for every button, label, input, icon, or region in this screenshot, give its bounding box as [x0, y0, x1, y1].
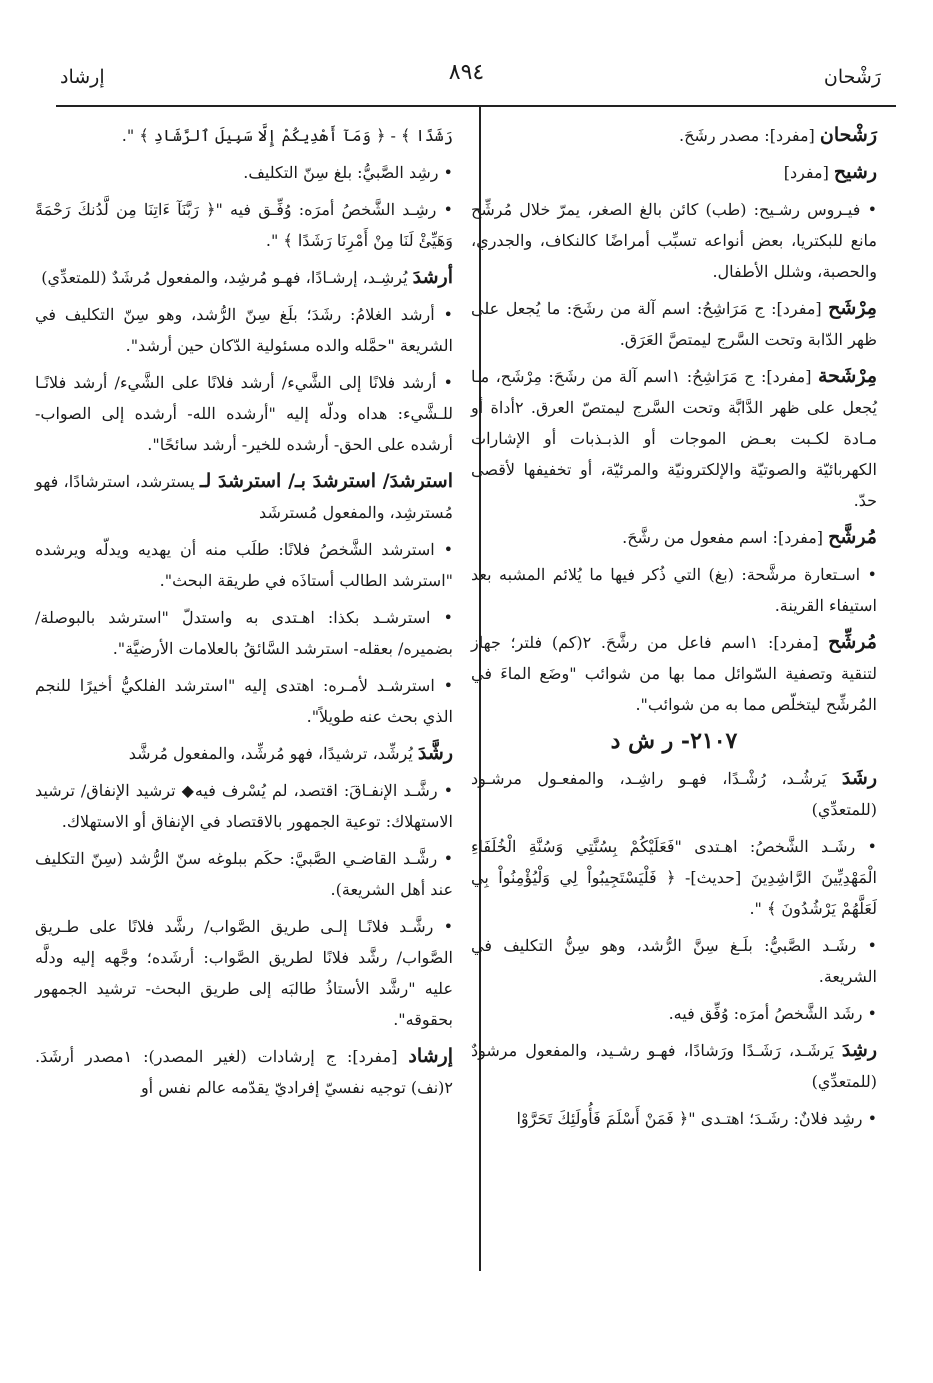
left-column	[35, 120, 453, 1109]
entry-headword: رشيح	[833, 161, 877, 183]
sense-paragraph: • رشَّـد القاضـي الصَّبيَّ: حكَم ببلوغه سنّ الرُّشد (سِنّ التكليف عند أهل الشريعة).	[35, 849, 453, 899]
dictionary-entry	[471, 293, 877, 355]
entry-definition: يُرشِّد، ترشيدًا، فهو مُرشِّد، والمفعول مُرشَّد	[128, 744, 418, 763]
dictionary-entry	[471, 1035, 877, 1097]
dictionary-entry	[35, 738, 453, 769]
entry-headword: استرشدَ/ استرشدَ بـ/ استرشدَ لـ	[199, 470, 453, 492]
entry-definition: [مفرد]: اسم مفعول من رشَّحَ.	[622, 528, 829, 547]
entry-headword: رشِدَ	[841, 1039, 877, 1061]
entry-headword: مِرْشَحة	[817, 365, 878, 387]
entry-headword: مُرشَّح	[828, 526, 877, 548]
entry-headword: رَشْحان	[819, 124, 877, 146]
sense-paragraph: • رشَّـد فلانًـا إلـى طريق الصَّواب/ رشَّد فلانًا على طـريق الصَّواب/ رشَّد فلانًا لطريق الصَّواب: أرشَده؛ وجَّهه إليه ودلَّه عليه "رشَّد الأستاذُ طالبَه إلى طريق البحث- ترشيد الجمهور بحقوقه".	[35, 917, 454, 1029]
dictionary-entry	[471, 157, 877, 188]
entry-definition: [مفرد]: ج إرشادات (لغير المصدر): ١مصدر أرشَدَ. ٢(نف) توجيه نفسيّ إفراديّ يقدّمه عالم نفس أو	[35, 1047, 453, 1097]
sense-paragraph: • فيـروس رشـيح: (طب) كائن بالغ الصغر، يمرّ خلال مُرشِّح مانع للبكتريا، بعض أنواعه تسبِّب أمراضًا كالنكاف، والجدري، والحصبة، وشلل الأطفال.	[471, 200, 877, 281]
dictionary-entry	[35, 466, 453, 528]
entry-headword: مِرْشَح	[828, 297, 877, 319]
dictionary-entry	[471, 763, 877, 825]
sense-paragraph: • رشَّـد الإنفـاقَ: اقتصد، لم يُسْرف فيه◆ ترشيد الإنفاق/ ترشيد الاستهلاك: توعية الجمهور بالاقتصاد في الإنفاق أو الاستهلاك.	[35, 781, 453, 831]
right-column	[471, 120, 877, 1140]
dictionary-entry	[471, 361, 877, 516]
dictionary-entry	[471, 627, 877, 720]
section-heading: ٢١٠٧- ر ش د	[610, 728, 738, 754]
entry-definition: يَرشُـد، رُشْـدًا، فهـو راشِـد، والمفعـول مرشـود (للمتعدِّي)	[471, 769, 877, 819]
sense-paragraph: • رشِد فلانٌ: رشَـدَ؛ اهتـدى "﴿ فَمَنْ أَسْلَمَ فَأُولَئِكَ تَحَرَّوْا	[516, 1109, 877, 1128]
sense-paragraph: • اسـتعارة مرشَّحة: (بغ) التي ذُكر فيها ما يُلائم المشبه بعد استيفاء القرينة.	[471, 565, 877, 615]
dictionary-entry	[471, 522, 877, 553]
entry-headword: رشَّدَ	[417, 742, 453, 764]
entry-definition: يسترشد، استرشادًا، فهو مُسترشِد، والمفعول مُسترشَد	[35, 472, 453, 522]
entry-headword: أرشدَ	[412, 266, 453, 288]
entry-definition: [مفرد]: ج مَرَاشِحُ: اسم آلة من رشَحَ: ما يُجعل على ظهر الدّابة وتحت السَّرج ليمتصَّ العَرَق.	[471, 299, 877, 349]
sense-paragraph: • رشِد الصَّبيُّ: بلغ سِنّ التكليف.	[243, 163, 453, 182]
entry-definition: [مفرد]	[783, 163, 834, 182]
entry-definition: يَرشَـد، رَشَـدًا ورَشادًا، فهـو رشـيد، والمفعول مرشودٌ (للمتعدِّي)	[471, 1041, 877, 1091]
entry-definition: [مفرد]: مصدر رشَحَ.	[679, 126, 820, 145]
entry-definition: يُرشِـد، إرشـادًا، فهـو مُرشِد، والمفعول مُرشَدٌ (للمتعدِّي)	[41, 268, 413, 287]
sense-paragraph: • أرشد الغلامُ: رشَدَ؛ بلَغ سِنّ الرُّشد، وهو سِنّ التكليف في الشريعة "حمَّله والده مسئولية الدّكان حين أرشد".	[35, 305, 453, 355]
running-head-left: إرشاد	[60, 66, 105, 88]
sense-paragraph: • أرشد فلانًا إلى الشَّيء/ أرشد فلانًا على الشَّيء/ أرشد فلانًـا للـشَّيء: هداه ودلّه إليه "أرشده الله- أرشده إلى الصواب- أرشده على الحق- أرشده للخير- أرشد سائحًا".	[35, 373, 453, 454]
dictionary-entry	[471, 120, 877, 151]
dictionary-entry	[35, 262, 453, 293]
page-number: ٨٩٤	[448, 60, 485, 85]
sense-paragraph: • رشَـد الصَّبيُّ: بلَـغ سِنَّ الرُّشد، وهو سِنُّ التكليف في الشريعة.	[471, 936, 877, 986]
sense-paragraph: • رشَد الشَّخصُ أمرَه: وُفِّق فيه.	[668, 1004, 877, 1023]
sense-paragraph: رَشَدًا ﴾ - ﴿ وَمَآ أَهْدِيكُمْ إِلَّا سَبِيلَ ٱلرَّشَادِ ﴾ ".	[121, 126, 453, 145]
entry-definition: [مفرد]: ج مَرَاشِحُ: ١اسم آلة من رشَحَ: مِرْشَح، مـا يُجعل على ظهر الدَّابَّة وتحت السَّرج ليمتصّ العرق. ٢أداة أو مـادة لكـبت بعـض الموجات أو الذبـذبات أو الإشارات الكهربائيّة والصوتيّة والإلكترونيّة والمرئيّة، أو تخفيفها لأقصى حدّ.	[471, 367, 878, 510]
sense-paragraph: • استرشـد لأمـره: اهتدى إليه "استرشد الفلكيُّ أخيرًا للنجم الذي بحث عنه طويلاً".	[35, 676, 453, 726]
entry-headword: مُرشِّح	[828, 631, 877, 653]
sense-paragraph: • رشَـد الشَّخصُ: اهـتدى "فَعَلَيْكُمْ بِسُنَّتِي وَسُنَّةِ الْخُلَفَاءِ الْمَهْدِيِّينَ الرَّاشِدِينَ [حديث]- ﴿ فَلْيَسْتَجِيبُواْ لِي وَلْيُؤْمِنُواْ بِي لَعَلَّهُمْ يَرْشُدُونَ ﴾ ".	[471, 837, 877, 918]
sense-paragraph: • استرشد الشَّخصُ فلانًا: طلَب منه أن يهديه ويدلّه ويرشده "استرشد الطالب أستاذَه في طريقة البحث".	[35, 540, 453, 590]
dictionary-entry	[35, 1041, 453, 1103]
entry-headword: إرشاد	[408, 1045, 454, 1067]
sense-paragraph: • استرشـد بكذا: اهـتدى به واستدلّ "استرشد بالبوصلة/ بضميره/ بعقله- استرشد السَّائقُ بالعلامات الأرضيَّة".	[35, 608, 453, 658]
sense-paragraph: • رشِـد الشَّخصُ أمرَه: وُفِّـق فيه "﴿ رَبَّنَآ ءَاتِنَا مِن لَّدُنكَ رَحْمَةً وَهَيِّئْ لَنَا مِنْ أَمْرِنَا رَشَدًا ﴾ ".	[35, 200, 453, 250]
header-rule	[56, 105, 896, 107]
running-head-right: رَشْحان	[823, 66, 881, 88]
entry-definition: [مفرد]: ١اسم فاعل من رشَّحَ. ٢(كم) فلتر؛ جهاز لتنقية وتصفية السّوائل مما بها من شوائب "وضَع الماءَ في المُرشِّح ليتخلّص مما به من شوائب".	[471, 633, 877, 714]
entry-headword: رشَدَ	[841, 767, 877, 789]
